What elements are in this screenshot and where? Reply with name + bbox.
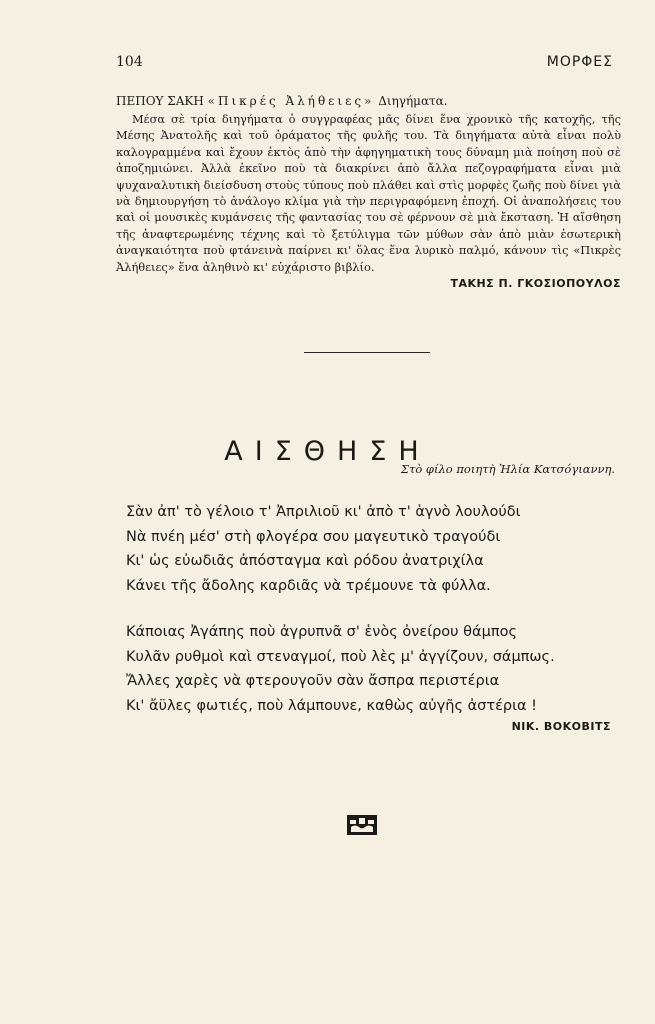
poem-verse: Κυλᾶν ρυθμοὶ καὶ στεναγμοί, ποὺ λὲς μ' ἀγγίζουν, σάμπως.	[126, 648, 555, 665]
poem-verse: Νὰ πνέη μέσ' στὴ φλογέρα σου μαγευτικὸ τραγούδι	[126, 528, 501, 545]
review-body: Μέσα σὲ τρία διηγήματα ὁ συγγραφέας μᾶς δίνει ἕνα χρονικὸ τῆς κατοχῆς, τῆς Μέσης Ἀνατολῆς καὶ τοῦ ὁράματος τῆς φυλῆς του. Τὰ διηγήματα αὐτὰ εἶναι πολὺ καλογραμμένα καὶ ἔχουν ἐκτὸς ἀπὸ τὴν ἀφηγηματικὴ τους δύναμη μιὰ ποίηση ποὺ σὲ ἀποζημιώνει. Ἀλλὰ ἐκεῖνο ποὺ τὰ διακρίνει ἀπὸ ἄλλα πεζογραφήματα εἶναι μιὰ ψυχαναλυτικὴ διείσδυση στοὺς τύπους ποὺ πλάθει καὶ στὶς μορφὲς ζωῆς ποὺ δίνει γιὰ νὰ δημιουργήση τὸ ἀνάλογο κλίμα γιὰ τὴν περιγραφόμενη ἐποχή. Οἱ ἀναπολήσεις του καὶ οἱ μουσικὲς κυμάνσεις τῆς φαντασίας του σὲ φέρνουν σὲ μιὰ ἔκσταση. Ἡ αἴσθηση τῆς ἀναφτερωμένης τέχνης καὶ τὸ ξετύλιγμα τῶν μύθων σὰν ἀπὸ μιὰν ἐσωτερικὴ ἀναγκαιότητα ποὺ φτάνεινὰ παίρνει κι' ὅλας ἕνα λυρικὸ παλμό, κάνουν τὶς «Πικρὲς Ἀλήθειες» ἕνα ἀληθινὸ κι' εὐχάριστο βιβλίο.	[116, 112, 621, 274]
review-heading	[116, 94, 621, 108]
ornament-icon	[346, 814, 378, 836]
section-divider	[304, 352, 430, 353]
poem-dedication: Στὸ φίλο ποιητὴ Ἠλία Κατσόγιαννη.	[400, 462, 615, 476]
poem-verse: Κι' ἄϋλες φωτιές, ποὺ λάμπουνε, καθὼς αὐγῆς ἀστέρια !	[126, 697, 537, 714]
page-header	[116, 54, 613, 70]
poem-stanza-1	[126, 500, 521, 598]
poem-verse: Σὰν ἀπ' τὸ γέλοιο τ' Ἀπριλιοῦ κι' ἀπὸ τ' ἁγνὸ λουλούδι	[126, 504, 521, 520]
poem-stanza-2	[126, 620, 555, 718]
poem-verse: Κάνει τῆς ἄδολης καρδιᾶς νὰ τρέμουνε τὰ φύλλα.	[126, 577, 491, 594]
review-genre: Διηγήματα.	[378, 94, 448, 108]
poem-verse: Κάποιας Ἀγάπης ποὺ ἀγρυπνᾶ σ' ἑνὸς ὀνείρου θάμπος	[126, 624, 517, 640]
poem-verse: Ἄλλες χαρὲς νὰ φτερουγοῦν σὰν ἄσπρα περιστέρια	[126, 673, 500, 689]
review-signature: ΤΑΚΗΣ Π. ΓΚΟΣΙΟΠΟΥΛΟΣ	[450, 277, 621, 291]
book-review	[116, 94, 621, 290]
review-book-title: «Πικρές Ἀλήθειες»	[207, 94, 375, 108]
poem-verse: Κι' ὡς εὐωδιᾶς ἀπόσταγμα καὶ ρόδου ἀνατριχίλα	[126, 553, 484, 569]
running-title: ΜΟΡΦΕΣ	[546, 54, 613, 70]
review-author: ΠΕΠΟΥ ΣΑΚΗ	[116, 94, 204, 108]
poem-title: ΑΙΣΘΗΣΗ	[224, 436, 431, 468]
poem-signature: ΝΙΚ. ΒΟΚΟΒΙΤΣ	[511, 720, 611, 733]
page-number: 104	[116, 54, 143, 70]
